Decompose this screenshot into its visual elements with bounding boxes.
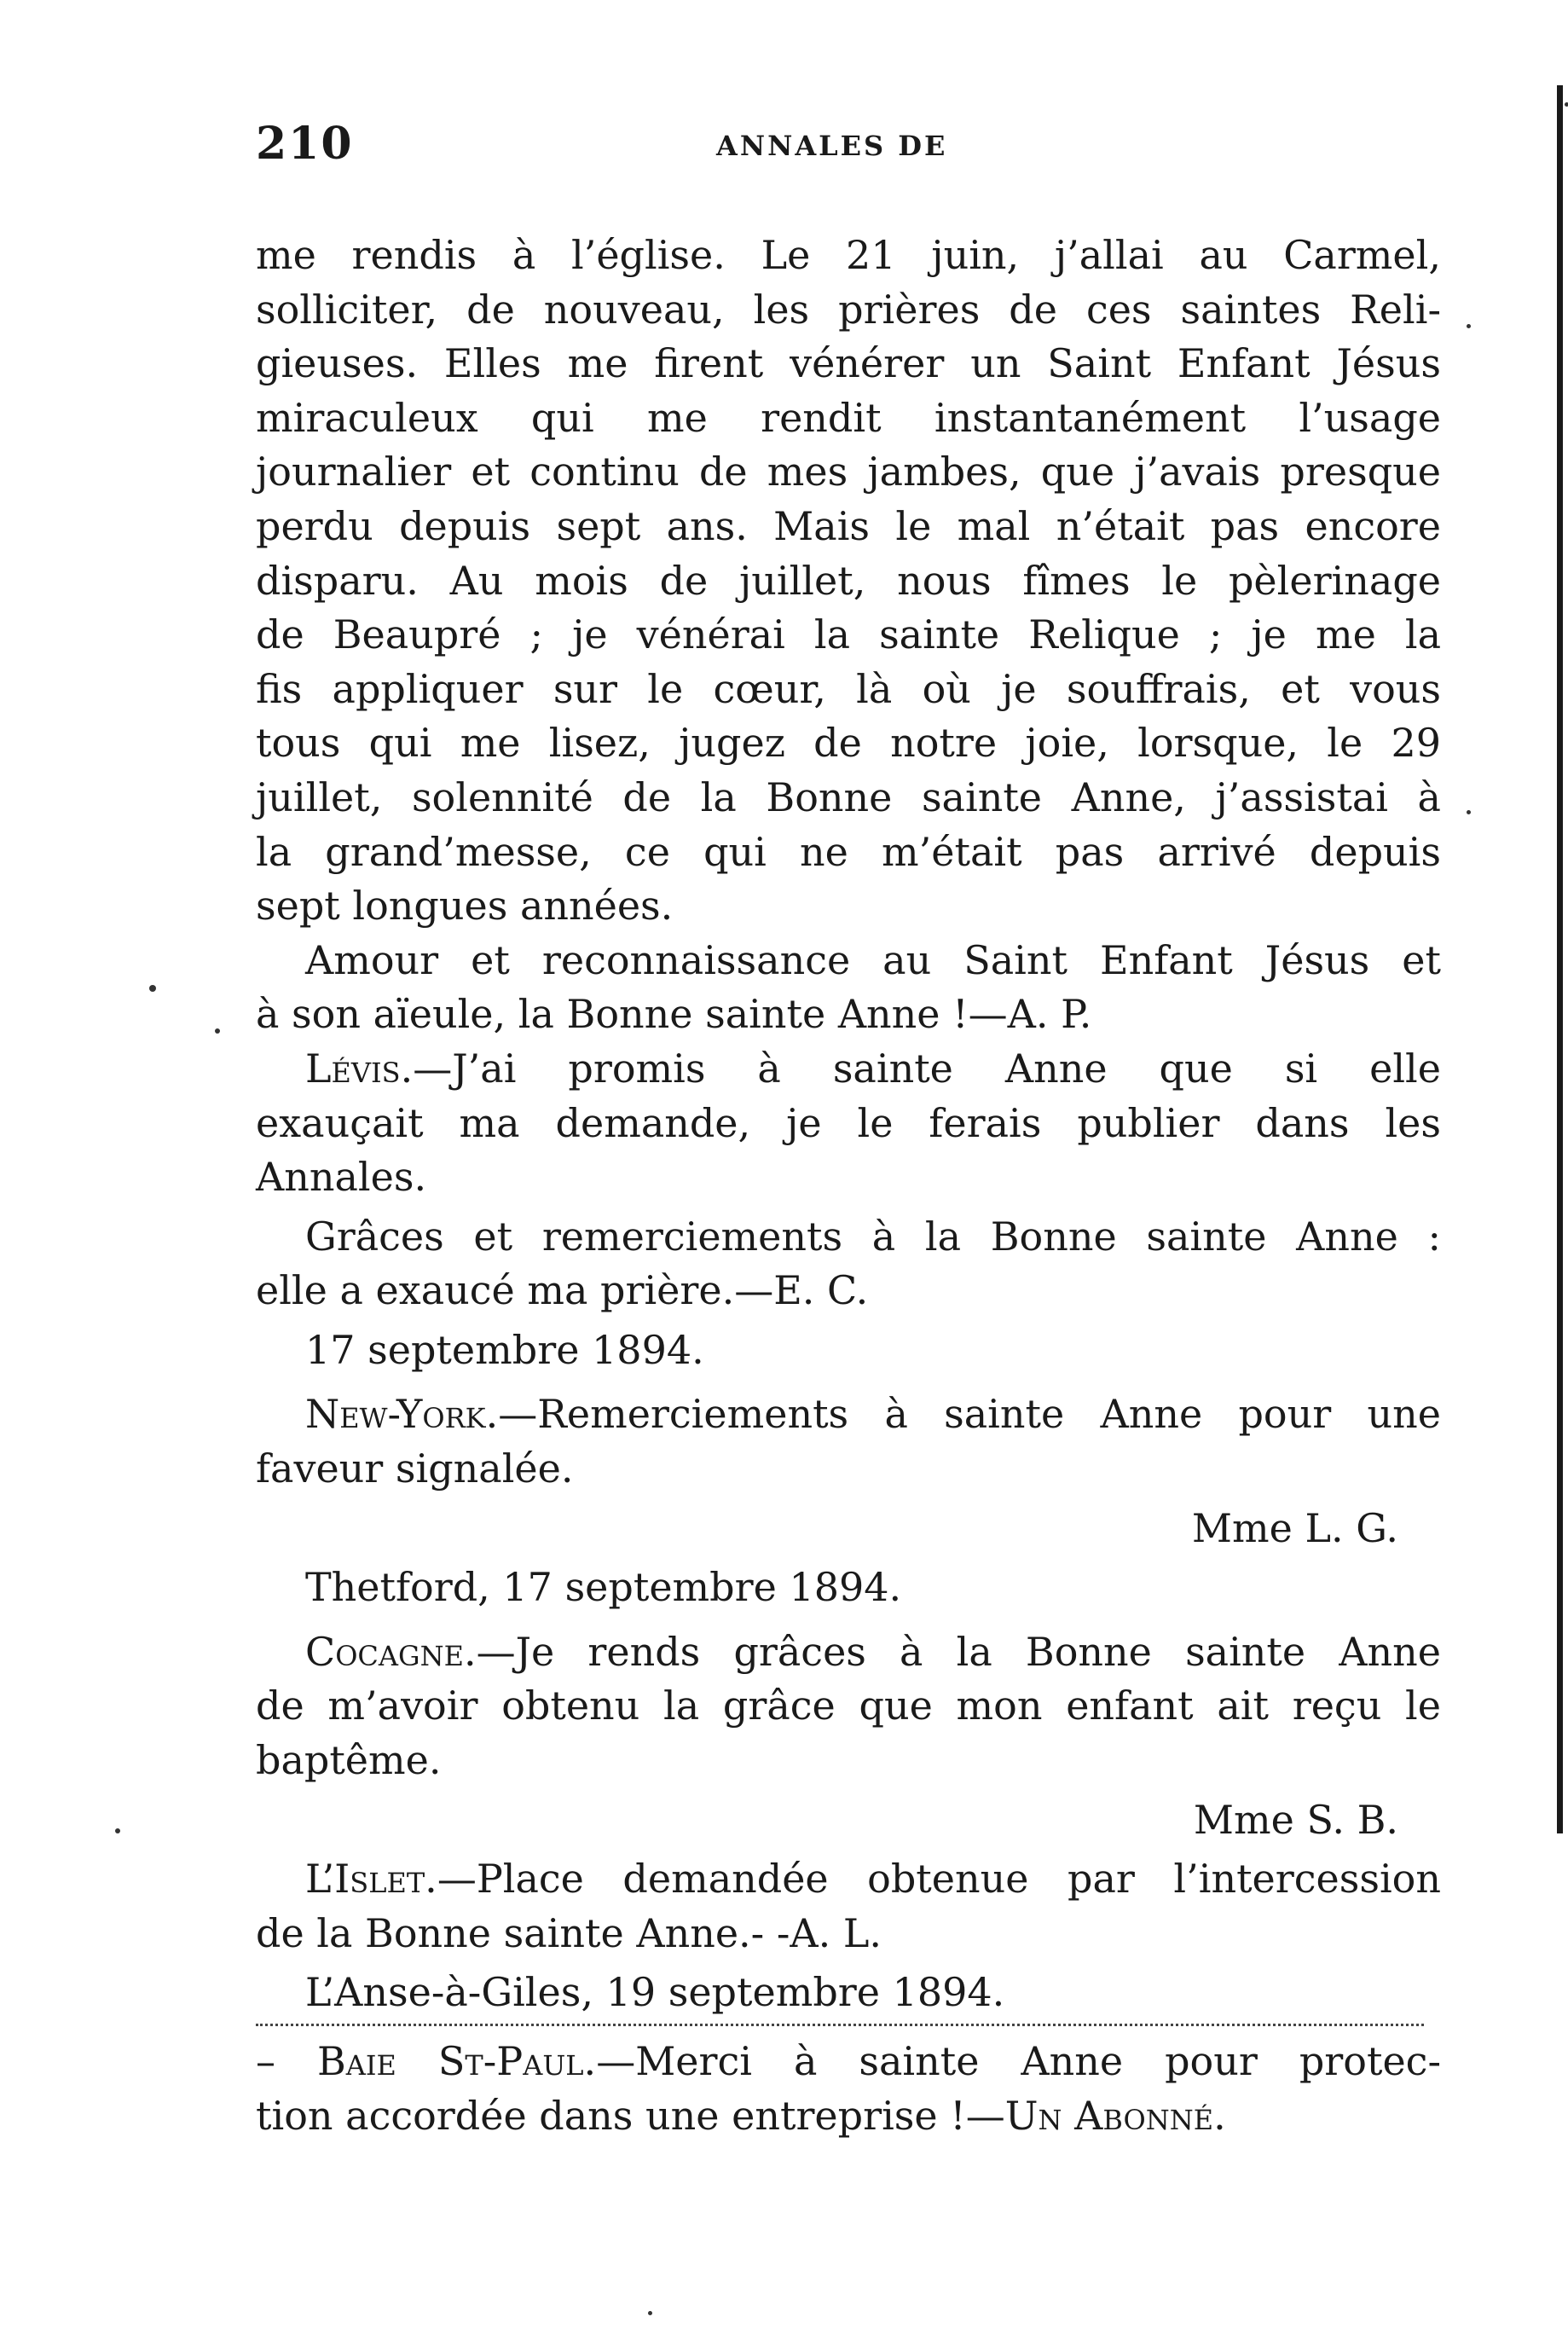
text-line: New-York.—Remerciements à sainte Anne pour une	[305, 1391, 1441, 1438]
print-speck	[1467, 810, 1471, 814]
date-text: Thetford, 17 septembre 1894.	[305, 1564, 902, 1611]
paragraph-testimony	[256, 229, 1441, 934]
text-line: elle a exaucé ma prière.—E. C.	[256, 1267, 869, 1314]
print-speck	[1565, 102, 1568, 107]
text-line: journalier et continu de mes jambes, que j’avais presque	[256, 449, 1441, 495]
text-line: disparu. Au mois de juillet, nous fîmes le pèlerinage	[256, 557, 1441, 604]
dateline	[256, 1561, 1441, 1615]
article-text	[256, 229, 1441, 2143]
text-line: la grand’messe, ce qui ne m’était pas arrivé depuis	[256, 828, 1441, 875]
text-line: à son aïeule, la Bonne sainte Anne !—A. P.	[256, 991, 1092, 1038]
text-line: miraculeux qui me rendit instantanément l’usage	[256, 394, 1441, 441]
dateline	[256, 1323, 1441, 1378]
place-name: New-York.	[305, 1391, 499, 1438]
section-separator	[256, 2024, 1424, 2030]
place-name: Cocagne.	[305, 1628, 477, 1675]
text-line: tion accordée dans une entreprise !—Un Abonné.	[256, 2092, 1226, 2139]
print-speck	[1467, 324, 1471, 328]
signature: Un Abonné.	[1004, 2092, 1226, 2139]
text-line: fis appliquer sur le cœur, là où je souffrais, et vous	[256, 665, 1441, 712]
paragraph-islet	[256, 1852, 1441, 1961]
print-speck	[115, 1828, 120, 1833]
text-line: faveur signalée.	[256, 1445, 574, 1492]
text-line: sept longues années.	[256, 883, 674, 930]
paragraph-levis	[256, 1042, 1441, 1205]
text-line: juillet, solennité de la Bonne sainte Anne, j’assistai à	[256, 773, 1441, 820]
text-line: tous qui me lisez, jugez de notre joie, lorsque, le 29	[256, 720, 1441, 767]
page-number: 210	[256, 118, 354, 170]
date-text: 17 septembre 1894.	[305, 1326, 704, 1373]
text-line: exauçait ma demande, je le ferais publier dans les	[256, 1099, 1441, 1146]
text-line: L’Islet.—Place demandée obtenue par l’intercession	[305, 1856, 1441, 1903]
text-line: Annales.	[256, 1154, 427, 1201]
text-line: – Baie St-Paul.—Merci à sainte Anne pour protec-	[256, 2038, 1441, 2084]
text-line: de la Bonne sainte Anne.- -A. L.	[256, 1909, 882, 1956]
page-edge-rule	[1557, 85, 1563, 1833]
paragraph-thanks-ap	[256, 934, 1441, 1042]
text-line: solliciter, de nouveau, les prières de ces saintes Reli-	[256, 286, 1441, 333]
text-line: de Beaupré ; je vénérai la sainte Relique ; je me la	[256, 611, 1441, 658]
print-speck	[648, 2311, 652, 2315]
text-line: perdu depuis sept ans. Mais le mal n’était pas encore	[256, 502, 1441, 549]
place-name: Lévis.	[305, 1045, 414, 1092]
lead-dash: –	[256, 2038, 275, 2084]
paragraph-baie-st-paul	[256, 2035, 1441, 2143]
paragraph-graces-ec	[256, 1210, 1441, 1318]
paragraph-cocagne	[256, 1625, 1441, 1847]
text-line: gieuses. Elles me firent vénérer un Saint Enfant Jésus	[256, 340, 1441, 387]
print-speck	[149, 985, 156, 992]
text-line: me rendis à l’église. Le 21 juin, j’allai au Carmel,	[256, 232, 1441, 278]
page-header	[256, 118, 1449, 186]
paragraph-new-york	[256, 1387, 1441, 1555]
text-line: baptême.	[256, 1737, 442, 1784]
place-name: L’Islet.	[305, 1856, 437, 1903]
text-line: Lévis.—J’ai promis à sainte Anne que si elle	[305, 1045, 1441, 1092]
running-head: ANNALES DE	[716, 130, 948, 162]
signature: Mme L. G.	[1191, 1504, 1398, 1551]
text-line: de m’avoir obtenu la grâce que mon enfant ait reçu le	[256, 1683, 1441, 1729]
place-name: Baie St-Paul.	[316, 2038, 597, 2084]
print-speck	[215, 1028, 220, 1034]
date-text: L’Anse-à-Giles, 19 septembre 1894.	[305, 1969, 1005, 2016]
text-line: Cocagne.—Je rends grâces à la Bonne sainte Anne	[305, 1628, 1441, 1675]
text-line: Grâces et remerciements à la Bonne sainte Anne :	[305, 1213, 1441, 1260]
dateline	[256, 1966, 1441, 2020]
text-line: Amour et reconnaissance au Saint Enfant Jésus et	[305, 936, 1441, 983]
signature: Mme S. B.	[1193, 1796, 1398, 1843]
